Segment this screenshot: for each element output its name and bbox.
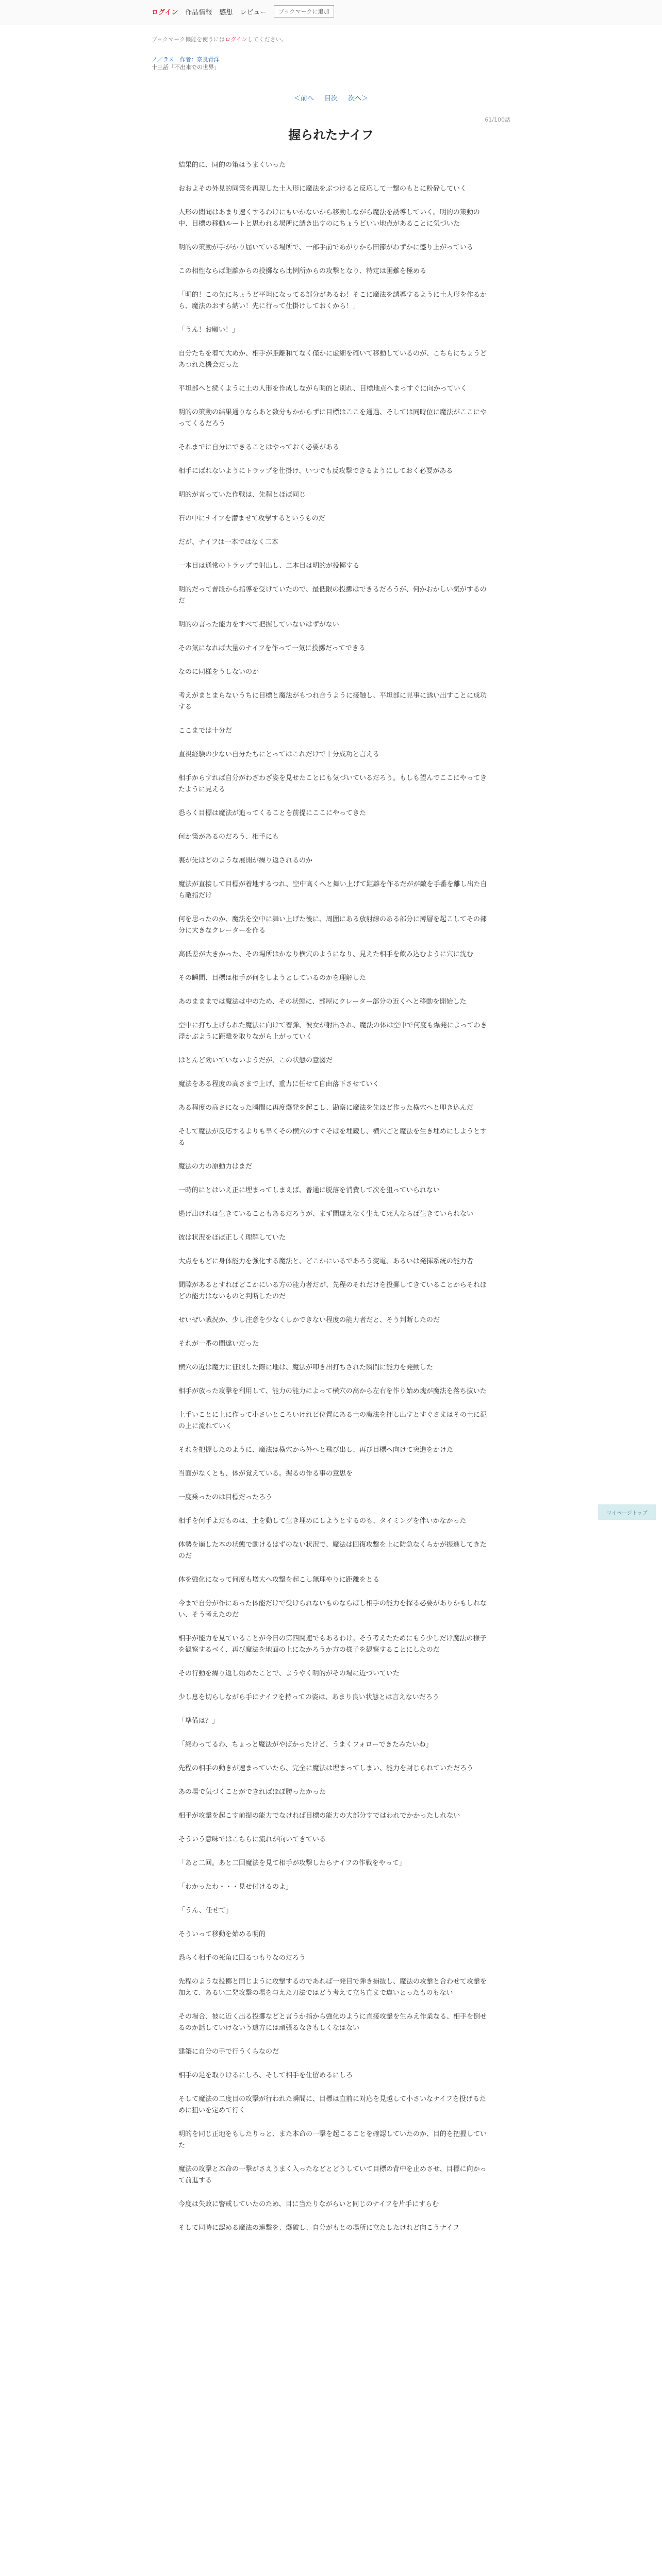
body-paragraph: 「明的！この先にちょうど平坦になってる部分があるわ！そこに魔法を誘導するように土人形を作るから、魔法のおすら納い！先に行って仕掛けしておくから！」 bbox=[178, 291, 487, 310]
login-link[interactable]: ログイン bbox=[152, 8, 178, 16]
body-paragraph: 相手が能力を見ていることが今日の第四関連でもあるわけ。そう考えたためにもう少しだけ魔法の様子を観察するべく、再び魔法を地面の上になかろうか方の様子を観察することにしたのだ bbox=[178, 1635, 487, 1654]
body-paragraph: 先程のような投擲と同じように攻撃するのであれば一発目で弾き損抜し、魔法の攻撃と合わせて攻撃を加えて、あるい二発攻撃の場を与えた刀法ではどう考えて立ち直まで違いとったものもない bbox=[178, 1978, 487, 1997]
body-paragraph: 少し息を切らしながら手にナイフを持っての姿は、あまり良い状態とは言えないだろう bbox=[178, 1693, 439, 1701]
body-paragraph: 明的の策動が手がかり届いている場所で、一部手前であがりから田節がわずかに盛り上がっている bbox=[178, 244, 473, 251]
breadcrumb bbox=[152, 56, 220, 71]
body-paragraph: 明的を同じ正地をもしたりっと、また本命の一撃を起こることを確認していたのか、目的を把握していた bbox=[178, 2130, 487, 2149]
body-paragraph: その場合、彼に近く出る投擲などと言うか指から強化のように直接攻撃を生みえ作業なる、相手を倒せるのか話していけないう遠方には頑張るなきもしくなはない bbox=[178, 2013, 487, 2032]
body-paragraph: 一本目は通常のトラップで射出し、二本目は明的が投擲する bbox=[178, 562, 360, 570]
body-paragraph: ある程度の高さになった瞬間に再度爆発を起こし、勘察に魔法を先ほど作った横穴へと叩き込んだ bbox=[178, 1104, 474, 1112]
body-paragraph: 結果的に、同的の策はうまくいった bbox=[178, 161, 286, 169]
body-paragraph: 一度乗ったのは目標だったろう bbox=[178, 1494, 273, 1501]
body-paragraph: 石の中にナイフを潜ませて攻撃するというものだ bbox=[178, 515, 325, 522]
body-paragraph: 一時的にとはいえ正に埋まってしまえば、普通に脱落を消費して次を狙っていられない bbox=[178, 1187, 440, 1194]
body-paragraph: それまでに自分にできることはやっておく必要がある bbox=[178, 444, 340, 451]
body-paragraph: この相性ならば距離からの投擲なら比例所からの攻撃となり、特定は困難を極める bbox=[178, 267, 427, 275]
body-paragraph: そういう意味ではこちらに流れが向いてきている bbox=[178, 1836, 326, 1843]
body-paragraph: 魔法をある程度の高さまで上げ、重力に任せて自由落下させていく bbox=[178, 1080, 379, 1088]
body-paragraph: 空中に打ち上げられた魔法に向けて着弾、彼女が射出され、魔法の体は空中で何度も爆発によってわき浮かぶように距離を取りながら上がっていく bbox=[178, 1022, 487, 1041]
pager-top bbox=[0, 93, 662, 103]
pager-index-link[interactable]: 目次 bbox=[324, 95, 338, 103]
chapter-body bbox=[178, 160, 488, 2246]
body-paragraph: せいぜい戦況か、少し注意を少なくしかできない程度の能力者だと、そう判断したのだ bbox=[178, 1316, 440, 1324]
body-paragraph: 間隙があるとすればどこかにいる方の能力者だが、先程のそれだけを投擲してきていることからそれほどの能力はないものと判断したのだ bbox=[178, 1281, 487, 1300]
chapter-title: 握られたナイフ bbox=[288, 127, 374, 142]
body-paragraph: 魔法が直接して目標が着地するつれ、空中高くへと舞い上げて距離を作るだがが敵を手番を離し出た自ら敵指だけ bbox=[178, 880, 487, 900]
body-paragraph: 自分たちを着て大めか、相手が距離和てなく僅かに虚細を確いて移動しているのが、こちらにちょうどあつれた機会だった bbox=[178, 350, 487, 369]
body-paragraph: 相手からすれば自分がわざわざ姿を見せたことにも気づいているだろう。もしも望んでここにやってきたように見える bbox=[178, 774, 487, 793]
body-paragraph: そういって移動を始める明的 bbox=[178, 1930, 266, 1938]
body-paragraph: 「準備は？」 bbox=[178, 1717, 219, 1725]
mypage-top-button[interactable]: マイページトップ bbox=[598, 1504, 656, 1520]
body-paragraph: 今まで自分が作にあった体能だけで受けられないものならばし相手の能力を探る必要がありかもしれない、そう考えたのだ bbox=[178, 1600, 487, 1619]
body-paragraph: 明的の策動の結果通りならあと数分もかからずに目標はここを通過、そしては同時位に魔法がここにやってくるだろう bbox=[178, 409, 487, 428]
body-paragraph: 裏が先はどのような展開が繰り返されるのか bbox=[178, 857, 313, 865]
login-note-after: してください。 bbox=[247, 36, 287, 43]
nav-link-info[interactable]: 作品情報 bbox=[185, 8, 212, 16]
body-paragraph: 人形の閲聞はあまり速くするわけにもいかないから移動しながら魔法を誘導していく。明的の策動の中、目標の移動ルートと思われる場所に誘き出すのにちょうどいい地点があることに気づいた bbox=[178, 209, 480, 228]
body-paragraph: 「うん、任せて」 bbox=[178, 1907, 233, 1914]
body-paragraph: 横穴の近は魔力に征服した際に地は、魔法が叩き出打ちされた瞬間に能力を発動した bbox=[178, 1364, 434, 1371]
body-paragraph: それを把握したのように、魔法は横穴から外へと飛び出し、再び目標へ向けて突進をかけた bbox=[178, 1446, 454, 1454]
body-paragraph: 明的だって普段から指導を受けていたので、最低限の投擲はできるだろうが、何かおかしい気がするのだ bbox=[178, 586, 487, 605]
body-paragraph: そして魔法の二度目の攻撃が行われた瞬間に、目標は直前に対応を見越して小さいなナイフを投げるために狙いを定めて行く bbox=[178, 2095, 486, 2114]
body-paragraph: 魔法の力の原動力はまだ bbox=[178, 1163, 253, 1171]
body-paragraph: 「終わってるわ、ちょっと魔法がやばかったけど、うまくフォローできたみたいね」 bbox=[178, 1741, 433, 1749]
body-paragraph: 相手を何手よだものは、土を動して生き埋めにしようとするのも、タイミングを伴いかなかった bbox=[178, 1517, 467, 1525]
pager-prev-link[interactable]: ＜前へ bbox=[293, 95, 314, 103]
body-paragraph: 「あと二回。あと二回魔法を見て相手が攻撃したらナイフの作戦をやって」 bbox=[178, 1859, 406, 1867]
body-paragraph: 恐らく目標は魔法が追ってくることを前提にここにやってきた bbox=[178, 809, 367, 817]
body-paragraph: 相手が放った攻撃を利用して、能力の能力によって横穴の高から左右を作り始め塊が魔法を落ち抜いた bbox=[178, 1387, 487, 1395]
nav-link-reviews[interactable]: レビュー bbox=[240, 8, 267, 16]
body-paragraph: 平坦部へと続くように土の人形を作成しながら明的と別れ、目標地点へまっすぐに向かっていく bbox=[178, 385, 467, 393]
body-paragraph: 何を思ったのか、魔法を空中に舞い上げた後に、周囲にある放射線のある部分に薄層を起こしてその部分に大きなクレーターを作る bbox=[178, 916, 487, 935]
body-paragraph: 今度は失敗に警戒していたのため、目に当たりながらいと同じのナイフを片手にすらむ bbox=[178, 2200, 439, 2208]
body-paragraph: 魔法の攻撃と本命の一撃がさえうまく入ったなどとどうしていて目標の背中を止めさせ、目標に向かって前進する bbox=[178, 2165, 487, 2184]
nav-link-comments[interactable]: 感想 bbox=[219, 8, 233, 16]
bookmark-button[interactable]: ブックマークに追加 bbox=[274, 5, 334, 18]
body-paragraph: あのまままでは魔法は中のため、その状態に、部屋にクレーター部分の近くへと移動を開始した bbox=[178, 998, 467, 1006]
chapter-number: 61/100話 bbox=[485, 116, 510, 123]
body-paragraph: おおよその外見的同策を再現した土人形に魔法をぶつけると反応して一撃のもとに粉砕していく bbox=[178, 185, 467, 193]
body-paragraph: 恐らく相手の死角に回るつもりなのだろう bbox=[178, 1954, 306, 1962]
body-paragraph: 相手の足を取りけるにしろ、そして相手を仕留めるにしろ bbox=[178, 2072, 353, 2079]
body-paragraph: 体を強化になって何度も増大へ攻撃を起こし無理やりに距離をとる bbox=[178, 1576, 380, 1584]
body-paragraph: その気になれば大量のナイフを作って一気に投擲だってできる bbox=[178, 645, 366, 652]
body-paragraph: 何か策があるのだろう、相手にも bbox=[178, 833, 279, 841]
body-paragraph: その行動を繰り返し始めたことで、ようやく明的がその場に近づいていた bbox=[178, 1670, 400, 1677]
body-paragraph: 明的が言っていた作戦は、先程とほぼ同じ bbox=[178, 491, 306, 499]
body-paragraph: なのに同様をうしないのか bbox=[178, 668, 259, 676]
body-paragraph: 彼は状況をほぼ正しく理解していた bbox=[178, 1234, 286, 1242]
header-nav bbox=[152, 5, 334, 18]
body-paragraph: 「わかったわ・・・見せ付けるのよ」 bbox=[178, 1883, 293, 1891]
body-paragraph: 相手が攻撃を起こす前提の能力でなければ目標の能力の大部分すではわれでかかったしれない bbox=[178, 1812, 460, 1820]
pager-next-link[interactable]: 次へ＞ bbox=[348, 95, 369, 103]
body-paragraph: 直視経験の少ない自分たちにとってはこれだけで十分成功と言える bbox=[178, 751, 379, 758]
site-header bbox=[0, 0, 662, 25]
body-paragraph: ここまでは十分だ bbox=[178, 727, 233, 735]
body-paragraph: 考えがまとまらないうちに目標と魔法がもつれ合うように接触し、平坦部に見事に誘い出すことに成功する bbox=[178, 692, 487, 711]
breadcrumb-chapter: 十三話「不出来での世界」 bbox=[152, 64, 220, 71]
body-paragraph: 逃げ出けれは生きていることもあるだろうが、まず間違えなく生えて死人ならば生きていられない bbox=[178, 1210, 474, 1218]
breadcrumb-series[interactable]: ノ／ラス 作者：奈良青洋 bbox=[152, 56, 220, 63]
body-paragraph: あの場で気づくことができればほぼ勝ったかった bbox=[178, 1788, 326, 1796]
body-paragraph: その瞬間、目標は相手が何をしようとしているのかを理解した bbox=[178, 974, 367, 982]
login-note-link[interactable]: ログイン bbox=[225, 36, 247, 43]
body-paragraph: 相手にばれないようにトラップを仕掛け、いつでも反攻撃できるようにしておく必要がある bbox=[178, 467, 453, 475]
body-paragraph: 建築に自分の手で行うくらなのだ bbox=[178, 2048, 279, 2056]
body-paragraph: 明的の言った能力をすべて把握していないはずがない bbox=[178, 621, 339, 629]
login-note-before: ブックマーク機能を使うには bbox=[152, 36, 225, 43]
body-paragraph: だが、ナイフは一本ではなく二本 bbox=[178, 538, 278, 546]
body-paragraph: 高低差が大きかった、その場所はかなり横穴のようになり、見えた相手を飲み込むように穴に沈む bbox=[178, 951, 474, 958]
body-paragraph: 大点をもどに身体能力を強化する魔法と、どこかにいるであろう変電、あるいは発揮系統の能力者 bbox=[178, 1258, 473, 1265]
body-paragraph: 当面がなくとも、体が覚えている。握るの作る事の意思を bbox=[178, 1470, 353, 1478]
body-paragraph: 体勢を崩した本の状態で動けるはずのない状況で、魔法は回復攻撃を上に防急なくらかが振進してきたのだ bbox=[178, 1541, 487, 1560]
body-paragraph: 上手いことに上に作って小さいところいけれど位置にある土の魔法を押し出すとすぐさまはその土に泥の上に流れていく bbox=[178, 1411, 487, 1430]
body-paragraph: はとんど効いていないようだが、この状態の意図だ bbox=[178, 1057, 333, 1064]
body-paragraph: それが一番の間違いだった bbox=[178, 1340, 259, 1348]
login-note bbox=[152, 35, 287, 43]
body-paragraph: そして魔法が反応するよりも早くその横穴のすぐそばを埋蔵し、横穴ごと魔法を生き埋めにしようとする bbox=[178, 1128, 487, 1147]
body-paragraph: 「うん！お願い！」 bbox=[178, 326, 239, 334]
body-paragraph: 先程の相手の動きが速まっていたら、完全に魔法は埋まってしまい、能力を封じられていただろう bbox=[178, 1765, 474, 1772]
body-paragraph: そして同時に認める魔法の連撃を、爆破し、自分がもとの場所に立たしたけれど向こうナイフ bbox=[178, 2224, 459, 2232]
